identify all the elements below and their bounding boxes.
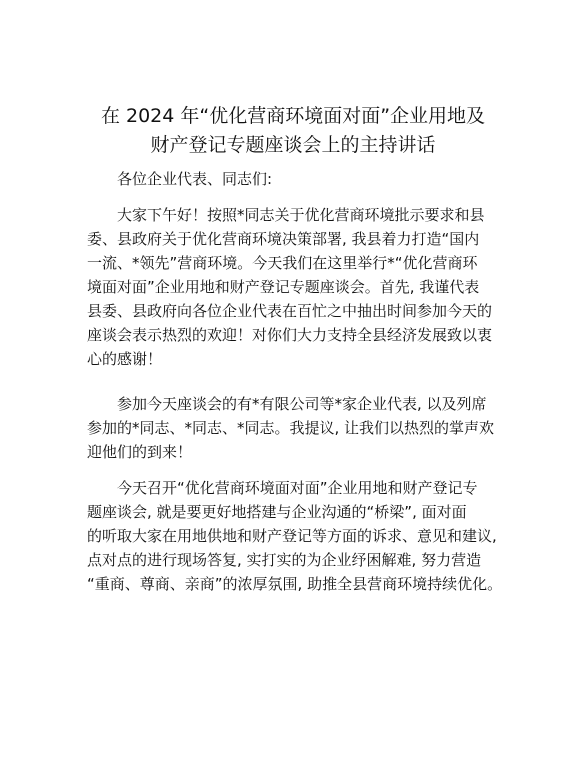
document-title-line-2: 财产登记专题座谈会上的主持讲话 (150, 134, 436, 156)
paragraph-line: 心的感谢！ (87, 350, 163, 368)
paragraph-line: 县委、县政府向各位企业代表在百忙之中抽出时间参加今天的 (87, 302, 493, 320)
paragraph-2 (87, 392, 517, 464)
paragraph-line: 境面对面”企业用地和财产登记专题座谈会。首先, 我谨代表 (87, 278, 480, 296)
paragraph-line: 的听取大家在用地供地和财产登记等方面的诉求、意见和建议, (87, 527, 497, 545)
paragraph-line: 今天召开“优化营商环境面对面”企业用地和财产登记专 (117, 479, 478, 497)
paragraph-line: 座谈会表示热烈的欢迎！对你们大力支持全县经济发展致以衷 (87, 326, 493, 344)
salutation (87, 167, 517, 191)
paragraph-line: 参加的*同志、*同志、*同志。我提议, 让我们以热烈的掌声欢 (87, 419, 495, 437)
paragraph-line: 一流、*领先”营商环境。今天我们在这里举行*“优化营商环 (87, 254, 478, 272)
paragraph-line: 委、县政府关于优化营商环境决策部署, 我县着力打造“国内 (87, 230, 480, 248)
paragraph-line: 题座谈会, 就是要更好地搭建与企业沟通的“桥梁”, 面对面 (87, 503, 467, 521)
salutation-text: 各位企业代表、同志们: (117, 170, 273, 188)
paragraph-1 (87, 203, 517, 371)
paragraph-3 (87, 476, 517, 596)
document-title-line-1: 在 2024 年“优化营商环境面对面”企业用地及 (100, 105, 486, 127)
paragraph-line: 点对点的进行现场答复, 实打实的为企业纾困解难, 努力营造 (87, 551, 482, 569)
paragraph-line: 参加今天座谈会的有*有限公司等*家企业代表, 以及列席 (117, 395, 487, 413)
paragraph-line: 大家下午好！按照*同志关于优化营商环境批示要求和县 (117, 206, 485, 224)
paragraph-line: “重商、尊商、亲商”的浓厚氛围, 助推全县营商环境持续优化。 (87, 575, 503, 593)
paragraph-line: 迎他们的到来！ (87, 443, 193, 461)
